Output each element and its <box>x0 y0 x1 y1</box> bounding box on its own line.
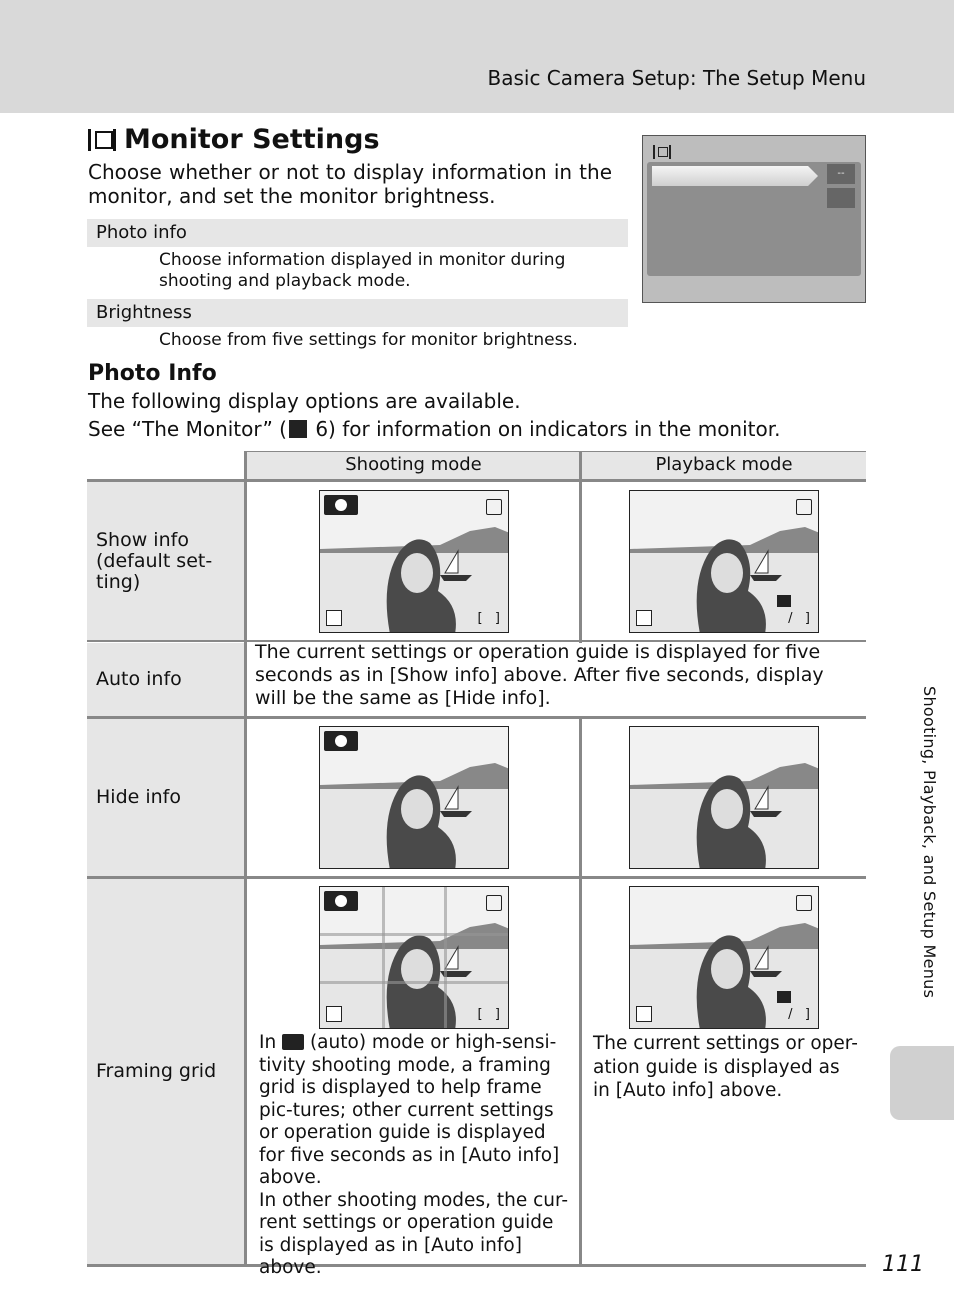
grid-line <box>320 981 508 984</box>
monitor-settings-icon <box>88 129 116 151</box>
option-photo-info: Photo info <box>87 219 628 247</box>
intro-text: Choose whether or not to display information in the monitor, and set the monitor brightness. <box>88 160 612 208</box>
option-photo-info-desc: Choose information displayed in monitor during shooting and playback mode. <box>159 250 566 291</box>
photo-info-table <box>87 451 866 1278</box>
option-brightness: Brightness <box>87 299 628 327</box>
grid-line <box>444 887 447 1028</box>
page-reference-icon <box>289 420 307 438</box>
auto-info-desc: The current settings or operation guide is displayed for five seconds as in [Show info] above. After five seconds, display will be the same as [Hide info]. <box>255 641 824 709</box>
image-size-icon <box>326 610 342 626</box>
frame-count-brackets: [ ] <box>477 1007 500 1022</box>
internal-memory-icon <box>796 499 812 515</box>
page-title-text: Monitor Settings <box>124 124 380 155</box>
selected-menu-item <box>652 166 818 186</box>
option-brightness-desc: Choose from five settings for monitor brightness. <box>159 330 578 350</box>
section-tab <box>890 1046 954 1120</box>
side-section-label: Shooting, Playback, and Setup Menus <box>920 686 939 999</box>
row-label-framing-grid: Framing grid <box>87 879 244 1264</box>
monitor-screen-illustration <box>642 135 866 303</box>
scene <box>320 763 509 869</box>
page-number: 111 <box>882 1252 924 1277</box>
table-vline <box>579 451 582 643</box>
file-number-brackets: / ] <box>788 1007 810 1022</box>
image-size-icon <box>636 610 652 626</box>
menu-value-box-2 <box>827 188 855 208</box>
screen-framing-grid-shooting <box>319 886 509 1029</box>
frame-count-brackets: [ ] <box>477 611 500 626</box>
header-playback-mode: Playback mode <box>582 451 866 479</box>
grid-line <box>320 933 508 936</box>
framing-grid-playback-desc: The current settings or oper-ation guide is displayed as in [Auto info] above. <box>593 1033 858 1101</box>
row-label-auto-info: Auto info <box>87 643 244 716</box>
running-header: Basic Camera Setup: The Setup Menu <box>487 66 866 90</box>
table-vline <box>244 451 247 1267</box>
table-line <box>87 876 866 879</box>
desc-pre: In <box>259 1032 277 1053</box>
image-size-icon <box>636 1006 652 1022</box>
line2-pre: See “The Monitor” ( <box>88 417 287 441</box>
file-number-brackets: / ] <box>788 611 810 626</box>
screen-framing-grid-playback <box>629 886 819 1029</box>
internal-memory-icon <box>486 895 502 911</box>
camera-mode-icon <box>324 891 358 911</box>
screen-show-info-playback <box>629 490 819 633</box>
page-title <box>88 124 380 155</box>
table-top-line <box>247 451 866 452</box>
screen-show-info-shooting <box>319 490 509 633</box>
photo-info-line1: The following display options are available. <box>88 389 521 413</box>
internal-memory-icon <box>486 499 502 515</box>
table-line <box>87 479 866 482</box>
desc-second: In other shooting modes, the cur-rent settings or operation guide is displayed as in [Auto info] above. <box>259 1189 569 1278</box>
screen-hide-info-playback <box>629 726 819 869</box>
header-shooting-mode: Shooting mode <box>247 451 580 479</box>
screen-hide-info-shooting <box>319 726 509 869</box>
camera-mode-icon <box>324 731 358 751</box>
table-vline <box>579 719 582 1267</box>
menu-panel <box>647 162 861 276</box>
row-label-hide-info: Hide info <box>87 719 244 876</box>
row-label-show-info: Show info (default set-ting) <box>87 482 244 640</box>
auto-mode-icon <box>282 1034 304 1050</box>
monitor-icon <box>653 145 671 159</box>
photo-info-line2 <box>88 417 780 441</box>
header-band <box>0 0 954 113</box>
scene <box>630 763 819 869</box>
line2-post: 6) for information on indicators in the monitor. <box>308 417 781 441</box>
photo-info-heading: Photo Info <box>88 361 217 386</box>
desc-main: (auto) mode or high-sensi-tivity shooting mode, a framing grid is displayed to help frame pic-tures; other current settings or operation guide is displayed for five seconds as in [Auto info] above. <box>259 1032 560 1188</box>
table-line <box>87 716 866 719</box>
grid-line <box>382 887 385 1028</box>
internal-memory-icon <box>796 895 812 911</box>
camera-mode-icon <box>324 495 358 515</box>
image-size-icon <box>326 1006 342 1022</box>
menu-value-box: -- <box>827 164 855 184</box>
framing-grid-shooting-desc <box>259 1032 571 1280</box>
